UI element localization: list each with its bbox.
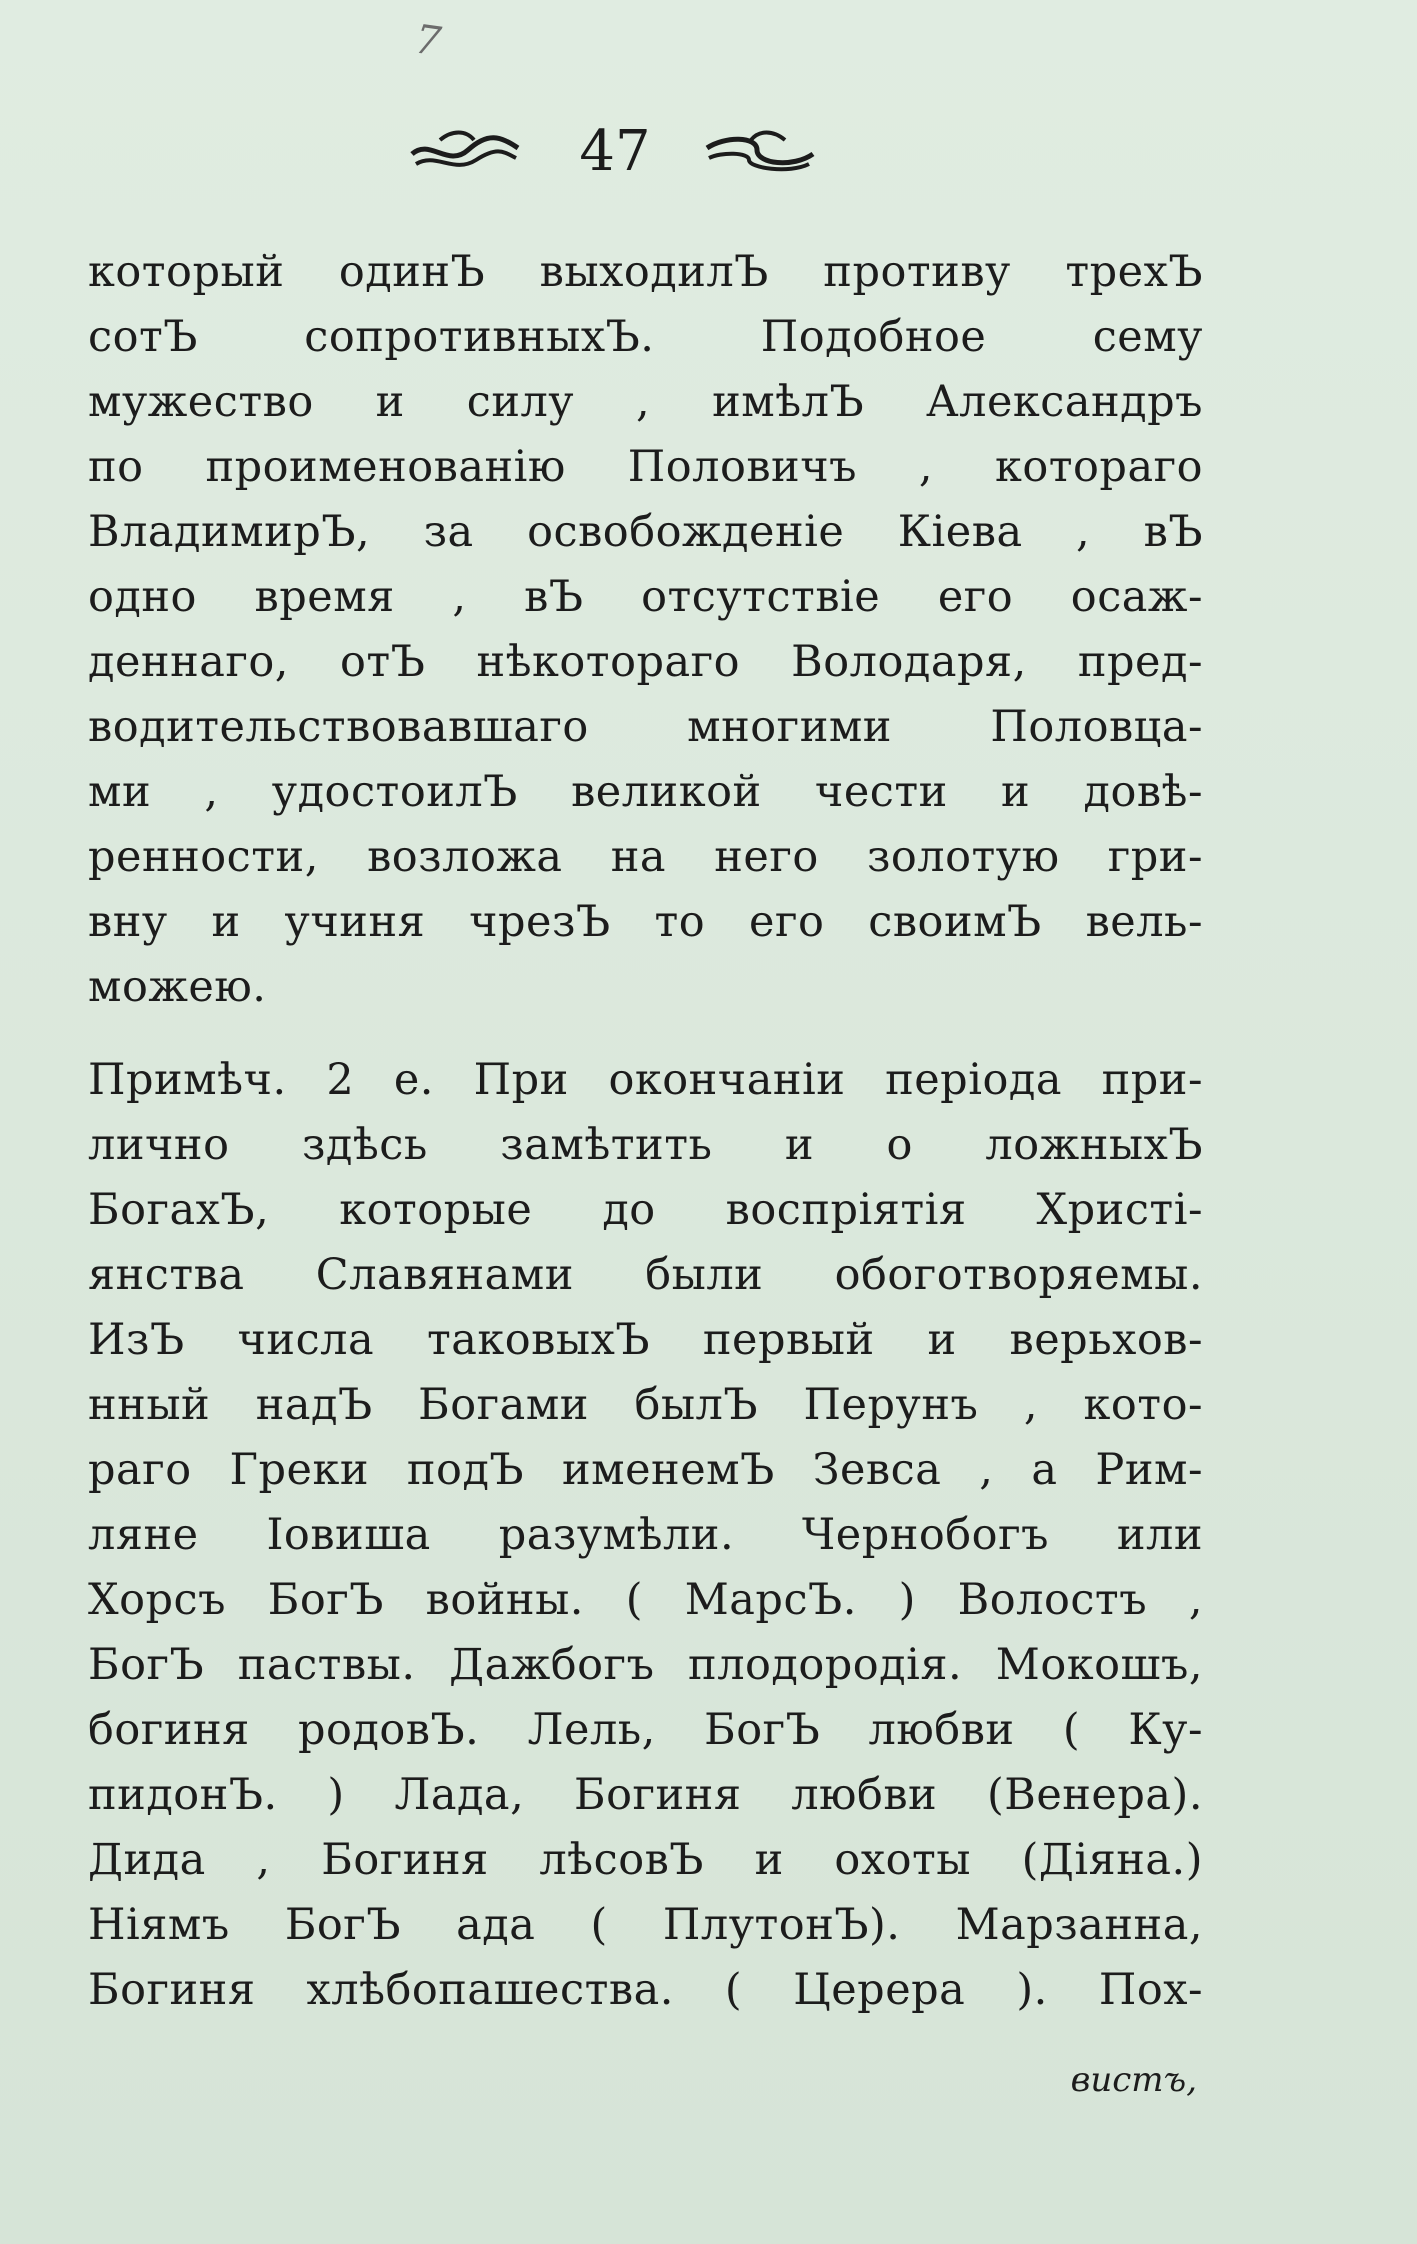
text-line: сотЪ сопротивныхЪ. Подобное сему [88, 312, 1203, 362]
text-line: лично здѣсь замѣтить и о ложныхЪ [88, 1120, 1203, 1170]
text-line: ренности, возложа на него золотую гри- [88, 832, 1203, 882]
text-line: БогахЪ, которые до воспріятія Христі- [88, 1185, 1203, 1235]
note-first-line: Примѣч. 2 е. При окончаніи періода при- [88, 1055, 1203, 1105]
text-line: ВладимирЪ, за освобожденіе Кіева , вЪ [88, 507, 1203, 557]
text-line: вну и учиня чрезЪ то его своимЪ вель- [88, 897, 1203, 947]
text-line: Ніямъ БогЪ ада ( ПлутонЪ). Марзанна, [88, 1900, 1203, 1950]
text-line: Дида , Богиня лѣсовЪ и охоты (Діяна.) [88, 1835, 1203, 1885]
page-number: 47 [579, 119, 651, 184]
text-line: янства Славянами были обоготворяемы. [88, 1250, 1203, 1300]
text-line: нный надЪ Богами былЪ Перунъ , кото- [88, 1380, 1203, 1430]
text-line: Хорсъ БогЪ войны. ( МарсЪ. ) Волостъ , [88, 1575, 1203, 1625]
text-line: ИзЪ числа таковыхЪ первый и верьхов- [88, 1315, 1203, 1365]
text-line: ми , удостоилЪ великой чести и довѣ- [88, 767, 1203, 817]
text-line: БогЪ паствы. Дажбогъ плодородія. Мокошъ, [88, 1640, 1203, 1690]
body-text [88, 240, 1203, 2023]
text-line: деннаго, отЪ нѣкотораго Володаря, пред- [88, 637, 1203, 687]
text-line: пидонЪ. ) Лада, Богиня любви (Венера). [88, 1770, 1203, 1820]
text-line: по проименованію Половичъ , котораго [88, 442, 1203, 492]
text-line: мужество и силу , имѣлЪ Александръ [88, 377, 1203, 427]
page-header [0, 112, 1417, 192]
text-line: Богиня хлѣбопашества. ( Церера ). Пох- [88, 1965, 1203, 2015]
text-line: богиня родовЪ. Лель, БогЪ любви ( Ку- [88, 1705, 1203, 1755]
text-line: одно время , вЪ отсутствіе его осаж- [88, 572, 1203, 622]
text-line: раго Греки подЪ именемЪ Зевса , а Рим- [88, 1445, 1203, 1495]
text-line: который одинЪ выходилЪ противу трехЪ [88, 247, 1203, 297]
ornament-right-icon [705, 128, 815, 174]
text-line: можею. [88, 962, 267, 1012]
text-line: водительствовавшаго многими Половца- [88, 702, 1203, 752]
ornament-left-icon [410, 128, 520, 174]
pencil-mark: 7 [411, 16, 444, 66]
text-line: ляне Іовиша разумѣли. Чернобогъ или [88, 1510, 1203, 1560]
catchword: вистъ, [1070, 2060, 1197, 2100]
